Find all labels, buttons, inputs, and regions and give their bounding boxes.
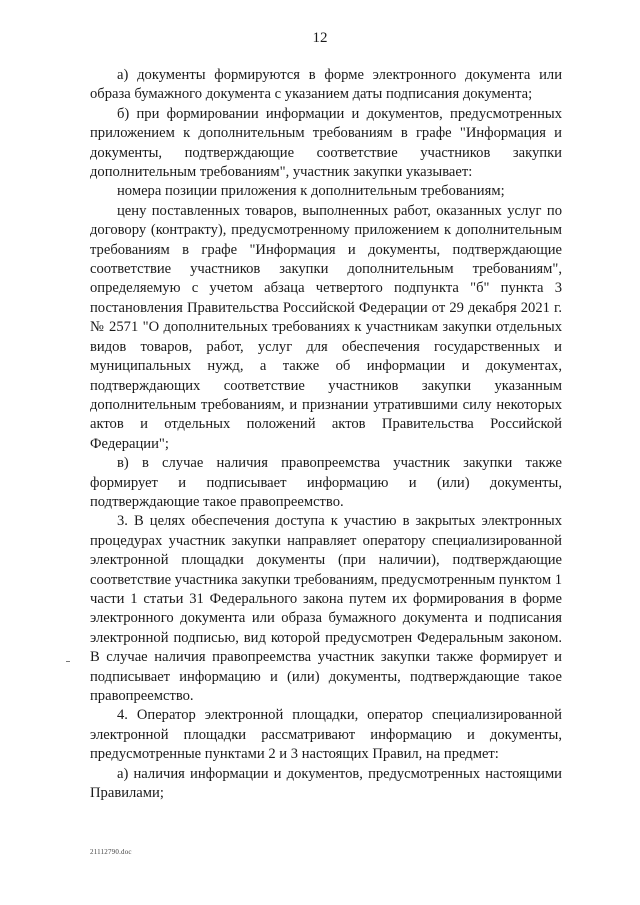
margin-mark [66, 661, 70, 662]
paragraph-a-documents-form: а) документы формируются в форме электронного документа или образа бумажного документа с указанием даты подписания документа; [90, 67, 562, 103]
paragraph-4-operator-review: 4. Оператор электронной площадки, оператор специализированной электронной площадки рассматривают информацию и документы, предусмотренные пунктами 2 и 3 настоящих Правил, на предмет: [90, 707, 562, 763]
paragraph-3-closed-procedures: 3. В целях обеспечения доступа к участию в закрытых электронных процедурах участник закупки направляет оператору специализированной электронной площадки документы (при наличии), подтверждающие соответствие участника закупки требованиям, предусмотренным пунктом 1 части 1 статьи 31 Федерального закона путем их формирования в форме электронного документа или образа бумажного документа и подписания электронной подписью, вид которой предусмотрен Федеральным законом. В случае наличия правопреемства участник закупки также формирует и подписывает информацию и (или) документы, подтверждающие такое правопреемство. [90, 513, 563, 704]
paragraph-position-numbers: номера позиции приложения к дополнительным требованиям; [117, 183, 505, 200]
document-filename-footer: 21112790.doc [90, 848, 132, 856]
paragraph-v-succession: в) в случае наличия правопреемства участник закупки также формирует и подписывает информацию и (или) документы, подтверждающие такое правопреемство. [90, 455, 562, 510]
paragraph-contract-price: цену поставленных товаров, выполненных работ, оказанных услуг по договору (контракту), предусмотренному приложением к дополнительным требованиям в графе "Информация и документы, подтверждающие соответствие участников закупки дополнительным требованиям", определяемую с учетом абзаца четвертого подпункта "б" пункта 3 постановления Правительства Российской Федерации от 29 декабря 2021 г. № 2571 "О дополнительных требованиях к участникам закупки отдельных видов товаров, работ, услуг для обеспечения государственных и муниципальных нужд, а также об информации и документах, подтверждающих соответствие участников закупки указанным дополнительным требованиям, и признании утратившими силу некоторых актов и отдельных положений актов Правительства Российской Федерации"; [90, 202, 562, 452]
document-body [90, 66, 562, 803]
page-number: 12 [312, 30, 328, 46]
paragraph-a-presence-of-info: а) наличия информации и документов, предусмотренных настоящими Правилами; [90, 765, 562, 802]
paragraph-b-information-forming: б) при формировании информации и документов, предусмотренных приложением к дополнительным требованиям в графе "Информация и документы, подтверждающие соответствие участников закупки дополнительным требованиям", участник закупки указывает: [90, 105, 562, 181]
